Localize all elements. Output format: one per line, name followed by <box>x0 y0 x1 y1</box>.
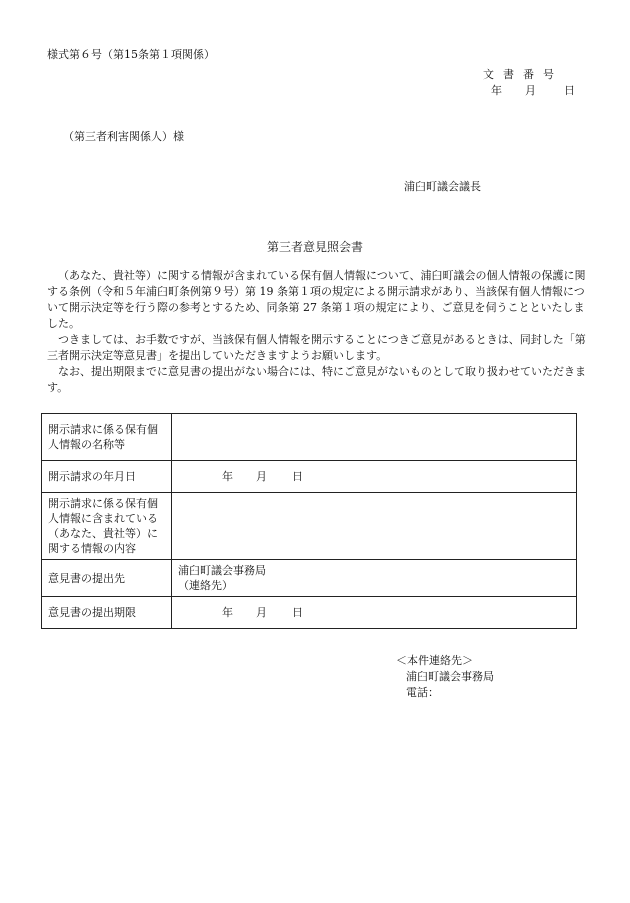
row-value <box>172 493 577 560</box>
table-row <box>42 560 577 597</box>
destination-contact: （連絡先） <box>178 579 233 592</box>
date-year: 年 <box>222 470 233 483</box>
submission-destination-value <box>172 560 577 597</box>
date-day: 日 <box>292 606 303 619</box>
row-label: 開示請求に係る保有個人情報に含まれている（あなた、貴社等）に関する情報の内容 <box>42 493 172 560</box>
contact-phone: 電話： <box>406 686 439 699</box>
table-row <box>42 461 577 493</box>
document-number: 文書番号 <box>483 68 563 81</box>
row-value <box>172 414 577 461</box>
document-date-month: 月 <box>525 84 536 97</box>
body-paragraph-3: なお、提出期限までに意見書の提出がない場合には、特にご意見がないものとして取り扱わせていただきます。 <box>47 365 586 394</box>
row-label: 意見書の提出先 <box>42 560 172 597</box>
request-date-value <box>172 461 577 493</box>
table-row <box>42 493 577 560</box>
row-label: 開示請求の年月日 <box>42 461 172 493</box>
table-row <box>42 597 577 629</box>
table-row <box>42 414 577 461</box>
contact-info <box>396 653 494 701</box>
document-date <box>491 82 575 98</box>
addressee: （第三者利害関係人）様 <box>63 130 184 143</box>
info-table <box>41 413 577 629</box>
form-number: 様式第６号（第15条第１項関係） <box>47 48 215 61</box>
destination-office: 浦臼町議会事務局 <box>178 564 266 577</box>
date-month: 月 <box>256 470 267 483</box>
date-month: 月 <box>256 606 267 619</box>
row-label: 意見書の提出期限 <box>42 597 172 629</box>
document-title: 第三者意見照会書 <box>266 240 363 254</box>
date-year: 年 <box>222 606 233 619</box>
row-label: 開示請求に係る保有個人情報の名称等 <box>42 414 172 461</box>
document-date-year: 年 <box>491 84 502 97</box>
contact-heading: ＜本件連絡先＞ <box>396 654 473 667</box>
deadline-date-value <box>172 597 577 629</box>
body-text <box>47 268 592 396</box>
contact-office: 浦臼町議会事務局 <box>406 670 494 683</box>
body-paragraph-2: つきましては、お手数ですが、当該保有個人情報を開示することにつきご意見があるときは、同封した「第三者開示決定等意見書」を提出していただきますようお願いします。 <box>47 333 586 362</box>
date-day: 日 <box>292 470 303 483</box>
document-date-day: 日 <box>564 84 575 97</box>
body-paragraph-1: （あなた、貴社等）に関する情報が含まれている保有個人情報について、浦臼町議会の個人情報の保護に関する条例（令和５年浦臼町条例第９号）第 19 条第１項の規定による開示請求があり、当該保有個人情報について開示決定等を行う際の参考とするため、同条第 27 条第１項の規定により、ご意見を伺うことといたしました。 <box>47 269 586 330</box>
sender: 浦臼町議会議長 <box>404 180 481 193</box>
